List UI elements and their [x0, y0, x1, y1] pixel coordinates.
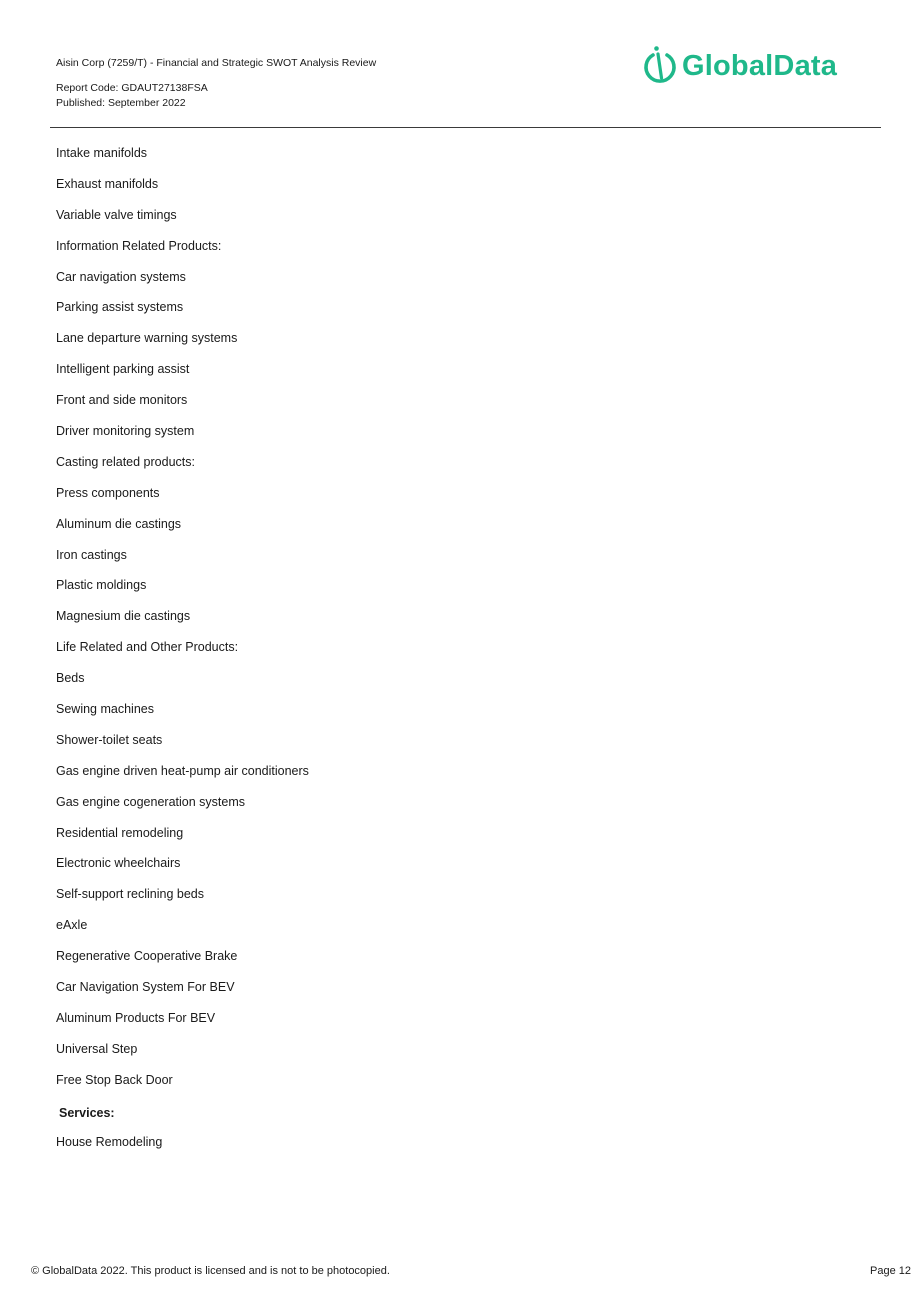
globaldata-logo-text: GlobalData — [682, 50, 838, 82]
page-number: Page 12 — [870, 1265, 911, 1277]
product-item: Free Stop Back Door — [56, 1072, 173, 1087]
products-list — [56, 144, 309, 1102]
product-item: Residential remodeling — [56, 825, 184, 840]
product-item: Lane departure warning systems — [56, 331, 238, 346]
service-item: House Remodeling — [56, 1135, 163, 1149]
product-category: Life Related and Other Products: — [56, 640, 239, 655]
product-item: Car navigation systems — [56, 269, 186, 284]
product-item: Intake manifolds — [56, 146, 148, 160]
product-item: Universal Step — [56, 1041, 138, 1056]
product-item: Beds — [56, 671, 85, 686]
footer-copyright: © GlobalData 2022. This product is licensed and is not to be photocopied. — [31, 1265, 390, 1277]
globaldata-logo-icon — [642, 44, 678, 88]
product-item: Magnesium die castings — [56, 609, 191, 624]
product-item: Variable valve timings — [56, 207, 177, 222]
product-item: Gas engine cogeneration systems — [56, 794, 245, 809]
product-item: Car Navigation System For BEV — [56, 980, 235, 995]
services-heading: Services: — [59, 1106, 115, 1120]
report-title: Aisin Corp (7259/T) - Financial and Strategic SWOT Analysis Review — [56, 57, 377, 69]
report-code: Report Code: GDAUT27138FSA — [56, 82, 208, 94]
product-item: Press components — [56, 485, 160, 500]
header-divider — [50, 127, 881, 128]
globaldata-logo — [642, 44, 862, 90]
published-date: Published: September 2022 — [56, 97, 186, 109]
product-item: Parking assist systems — [56, 300, 184, 315]
product-item: Shower-toilet seats — [56, 732, 163, 747]
product-item: Driver monitoring system — [56, 424, 195, 439]
page-header — [0, 0, 920, 128]
product-item: Aluminum Products For BEV — [56, 1010, 216, 1025]
product-item: Plastic moldings — [56, 578, 147, 593]
product-item: Iron castings — [56, 547, 127, 562]
product-item: Self-support reclining beds — [56, 887, 204, 902]
product-item: Gas engine driven heat-pump air conditioners — [56, 763, 309, 778]
product-item: Exhaust manifolds — [56, 176, 159, 191]
product-item: Intelligent parking assist — [56, 362, 190, 377]
product-category: Information Related Products: — [56, 238, 222, 253]
product-item: Regenerative Cooperative Brake — [56, 949, 238, 964]
product-item: Sewing machines — [56, 702, 154, 717]
product-category: Casting related products: — [56, 454, 195, 469]
product-item: eAxle — [56, 918, 88, 933]
product-item: Aluminum die castings — [56, 516, 182, 531]
product-item: Front and side monitors — [56, 393, 188, 408]
product-item: Electronic wheelchairs — [56, 856, 181, 871]
